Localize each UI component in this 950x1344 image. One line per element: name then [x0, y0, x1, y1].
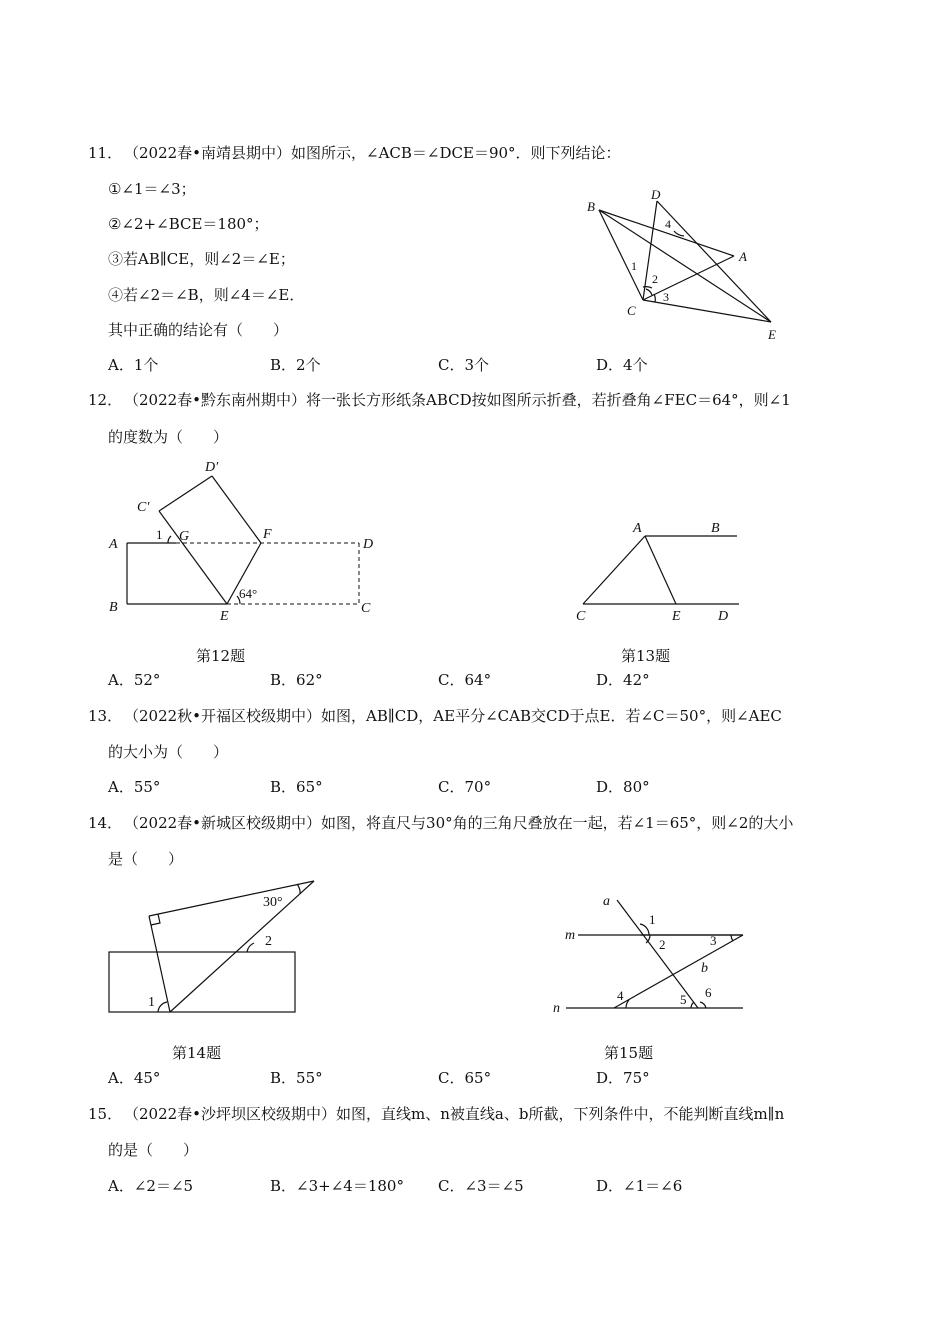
q11-label-D: D	[651, 187, 661, 202]
q11-option-a[interactable]: A．1个	[108, 356, 159, 374]
q11-angle-4: 4	[665, 217, 671, 231]
q13-caption: 第13题	[621, 647, 671, 665]
q14-angle-2: 2	[265, 934, 272, 949]
q13-stem-line-1: （2022秋•开福区校级期中）如图，AB∥CD，AE平分∠CAB交CD于点E．若∠C＝50°，则∠AEC	[124, 707, 782, 725]
q11-item-4: ④若∠2＝∠B，则∠4＝∠E．	[108, 286, 305, 304]
q14-option-b[interactable]: B．55°	[270, 1069, 323, 1087]
q12-label-C: C	[361, 601, 371, 616]
q12-stem-line-2: 的度数为（ ）	[108, 428, 229, 446]
q11-angle-3: 3	[663, 290, 669, 304]
q15-number: 15．	[88, 1105, 123, 1123]
q11-label-A: A	[739, 249, 747, 264]
q15-angle-5: 5	[680, 992, 687, 1007]
q15-angle-2: 2	[659, 937, 666, 952]
q11-angle-1: 1	[631, 259, 637, 273]
q12-option-c[interactable]: C．64°	[438, 671, 492, 689]
q11-item-2: ②∠2+∠BCE＝180°；	[108, 215, 269, 233]
q11-label-B: B	[587, 199, 595, 214]
q15-angle-3: 3	[710, 933, 717, 948]
q14-number: 14．	[88, 814, 123, 832]
q11-option-c[interactable]: C．3个	[438, 356, 490, 374]
q12-label-E: E	[220, 609, 229, 624]
q13-option-d[interactable]: D．80°	[596, 778, 650, 796]
q12-label-G: G	[179, 529, 190, 544]
q15-angle-6: 6	[705, 985, 712, 1000]
q11-figure	[570, 180, 800, 350]
q12-label-D: D	[363, 537, 374, 552]
q12-figure	[100, 455, 390, 624]
q13-option-b[interactable]: B．65°	[270, 778, 323, 796]
q13-label-C: C	[576, 609, 586, 624]
q12-label-Dprime: D′	[205, 460, 219, 475]
q11-option-d[interactable]: D．4个	[596, 356, 648, 374]
q11-question: 其中正确的结论有（ ）	[108, 321, 289, 339]
q13-label-E: E	[672, 609, 681, 624]
q13-label-D: D	[718, 609, 729, 624]
q14-figure	[100, 875, 330, 1020]
q14-option-d[interactable]: D．75°	[596, 1069, 650, 1087]
q14-angle-30: 30°	[263, 895, 283, 910]
q11-stem: （2022春•南靖县期中）如图所示，∠ACB＝∠DCE＝90°．则下列结论：	[124, 144, 621, 162]
q12-option-b[interactable]: B．62°	[270, 671, 323, 689]
q15-label-n: n	[553, 1001, 560, 1016]
q14-option-a[interactable]: A．45°	[108, 1069, 161, 1087]
q12-angle-64: 64°	[239, 586, 258, 601]
q15-option-d[interactable]: D．∠1＝∠6	[596, 1177, 683, 1195]
q13-label-A: A	[633, 521, 642, 536]
q14-option-c[interactable]: C．65°	[438, 1069, 492, 1087]
q15-label-m: m	[565, 928, 576, 943]
q15-stem-line-2: 的是（ ）	[108, 1141, 199, 1159]
q12-stem-line-1: （2022春•黔东南州期中）将一张长方形纸条ABCD按如图所示折叠，若折叠角∠FEC＝64°，则∠1	[124, 391, 791, 409]
q12-label-F: F	[263, 527, 272, 542]
q15-label-a: a	[603, 894, 610, 909]
q15-stem-line-1: （2022春•沙坪坝区校级期中）如图，直线m、n被直线a、b所截，下列条件中，不能判断直线m∥n	[124, 1105, 785, 1123]
q14-angle-1: 1	[148, 995, 155, 1010]
q12-option-d[interactable]: D．42°	[596, 671, 650, 689]
q12-option-a[interactable]: A．52°	[108, 671, 161, 689]
q15-option-b[interactable]: B．∠3+∠4＝180°	[270, 1177, 404, 1195]
q11-option-b[interactable]: B．2个	[270, 356, 321, 374]
q15-label-b: b	[701, 961, 708, 976]
q12-label-B: B	[109, 600, 118, 615]
q15-option-c[interactable]: C．∠3＝∠5	[438, 1177, 524, 1195]
q12-caption: 第12题	[196, 647, 246, 665]
q12-label-A: A	[109, 537, 118, 552]
q15-caption: 第15题	[604, 1044, 654, 1062]
q15-angle-1: 1	[649, 912, 656, 927]
q12-number: 12．	[88, 391, 123, 409]
q13-option-c[interactable]: C．70°	[438, 778, 492, 796]
q13-figure	[570, 512, 750, 627]
q11-item-3: ③若AB∥CE，则∠2＝∠E；	[108, 250, 295, 268]
q13-number: 13．	[88, 707, 123, 725]
q13-stem-line-2: 的大小为（ ）	[108, 743, 229, 761]
q15-figure	[545, 888, 750, 1018]
q14-caption: 第14题	[172, 1044, 222, 1062]
q11-angle-2: 2	[652, 272, 658, 286]
q14-stem-line-2: 是（ ）	[108, 850, 184, 868]
q15-option-a[interactable]: A．∠2＝∠5	[108, 1177, 194, 1195]
q11-item-1: ①∠1＝∠3；	[108, 180, 196, 198]
q12-label-Cprime: C′	[137, 500, 150, 515]
q15-angle-4: 4	[617, 988, 624, 1003]
q14-stem-line-1: （2022春•新城区校级期中）如图，将直尺与30°角的三角尺叠放在一起，若∠1＝65°，则∠2的大小	[124, 814, 794, 832]
q13-label-B: B	[711, 521, 720, 536]
q11-label-C: C	[627, 303, 636, 318]
q13-option-a[interactable]: A．55°	[108, 778, 161, 796]
q11-label-E: E	[768, 327, 776, 342]
q11-number: 11．	[88, 144, 123, 162]
q12-angle-1: 1	[156, 527, 163, 542]
